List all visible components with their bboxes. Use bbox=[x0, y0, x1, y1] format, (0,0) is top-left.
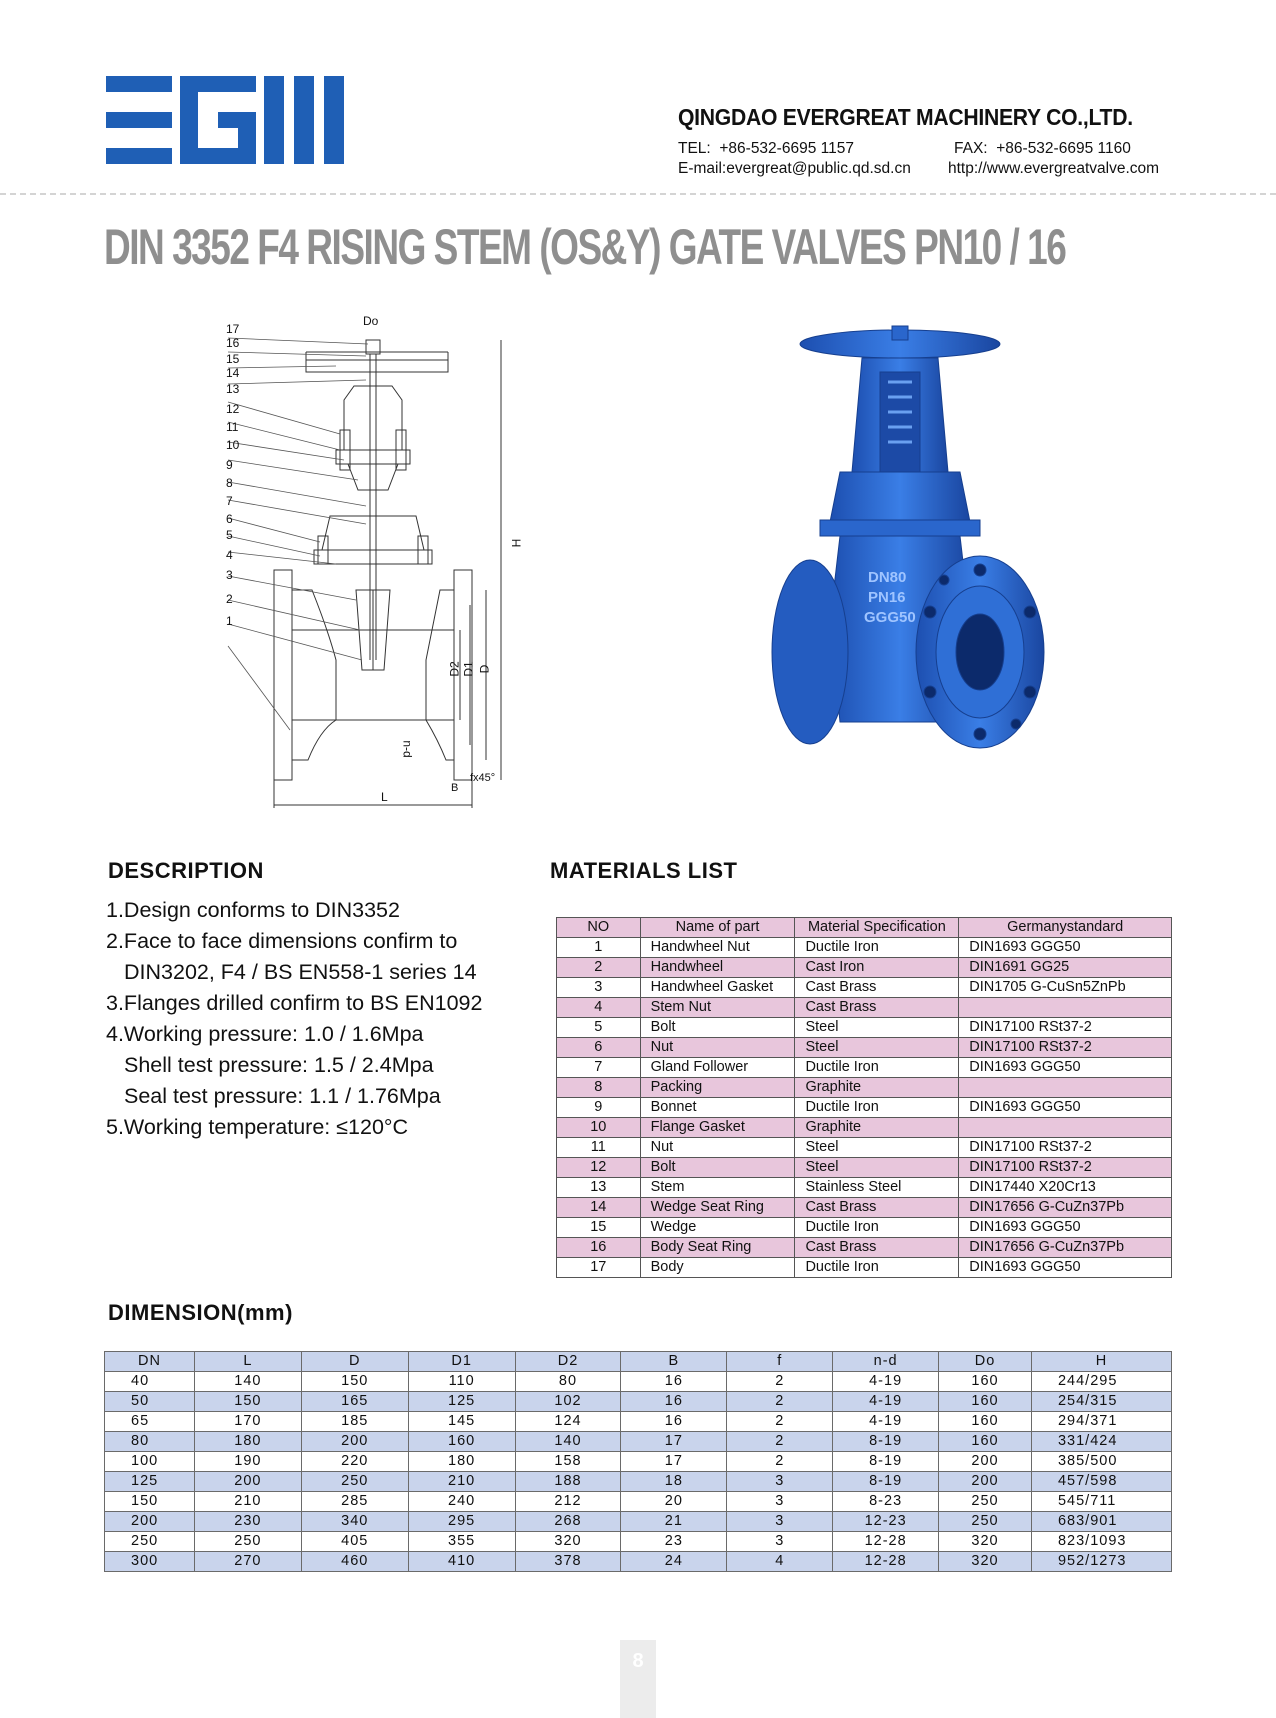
part-no: 11 bbox=[557, 1138, 641, 1158]
part-standard bbox=[959, 998, 1172, 1018]
part-material: Ductile Iron bbox=[795, 1218, 959, 1238]
dim-cell: 212 bbox=[515, 1492, 621, 1512]
dim-cell: 50 bbox=[105, 1392, 195, 1412]
dim-cell: 250 bbox=[939, 1492, 1032, 1512]
dim-cell: 457/598 bbox=[1031, 1472, 1171, 1492]
dim-cell: 244/295 bbox=[1031, 1372, 1171, 1392]
part-name: Wedge bbox=[640, 1218, 795, 1238]
dim-cell: 160 bbox=[408, 1432, 515, 1452]
dim-cell: 125 bbox=[105, 1472, 195, 1492]
dim-cell: 270 bbox=[194, 1552, 301, 1572]
part-no: 2 bbox=[557, 958, 641, 978]
tel-label: TEL: bbox=[678, 140, 711, 157]
materials-heading: MATERIALS LIST bbox=[550, 858, 738, 883]
dim-cell: 100 bbox=[105, 1452, 195, 1472]
part-standard: DIN17656 G-CuZn37Pb bbox=[959, 1238, 1172, 1258]
dim-cell: 16 bbox=[621, 1412, 727, 1432]
email: E-mail:evergreat@public.qd.sd.cn bbox=[678, 160, 911, 177]
dim-cell: 80 bbox=[105, 1432, 195, 1452]
label-d: D bbox=[477, 664, 492, 674]
materials-row bbox=[557, 1158, 1172, 1178]
tel-number: +86-532-6695 1157 bbox=[719, 140, 854, 157]
materials-row bbox=[557, 1198, 1172, 1218]
part-name: Wedge Seat Ring bbox=[640, 1198, 795, 1218]
dim-cell: 110 bbox=[408, 1372, 515, 1392]
materials-row bbox=[557, 1098, 1172, 1118]
company-name: QINGDAO EVERGREAT MACHINERY CO.,LTD. bbox=[678, 104, 1133, 130]
dim-cell: 4-19 bbox=[833, 1392, 939, 1412]
dimension-heading: DIMENSION(mm) bbox=[108, 1300, 293, 1325]
dim-cell: 254/315 bbox=[1031, 1392, 1171, 1412]
dim-cell: 340 bbox=[301, 1512, 408, 1532]
part-number-label: 2 bbox=[226, 592, 233, 606]
part-material: Steel bbox=[795, 1138, 959, 1158]
dim-cell: 285 bbox=[301, 1492, 408, 1512]
dim-cell: 158 bbox=[515, 1452, 621, 1472]
dim-cell: 385/500 bbox=[1031, 1452, 1171, 1472]
part-standard: DIN1705 G-CuSn5ZnPb bbox=[959, 978, 1172, 998]
label-d1: D1 bbox=[461, 661, 476, 677]
dim-cell: 300 bbox=[105, 1552, 195, 1572]
col-material: Material Specification bbox=[795, 918, 959, 938]
dim-col-header: f bbox=[727, 1352, 833, 1372]
label-h: H bbox=[509, 538, 524, 548]
dim-cell: 140 bbox=[194, 1372, 301, 1392]
description-line: 1.Design conforms to DIN3352 bbox=[106, 898, 400, 922]
part-no: 7 bbox=[557, 1058, 641, 1078]
dim-cell: 124 bbox=[515, 1412, 621, 1432]
dim-cell: 16 bbox=[621, 1392, 727, 1412]
description-list bbox=[106, 895, 536, 1143]
col-name: Name of part bbox=[640, 918, 795, 938]
dim-cell: 21 bbox=[621, 1512, 727, 1532]
description-line: 2.Face to face dimensions confirm to bbox=[106, 929, 458, 953]
part-material: Graphite bbox=[795, 1078, 959, 1098]
dim-cell: 170 bbox=[194, 1412, 301, 1432]
part-material: Ductile Iron bbox=[795, 938, 959, 958]
dim-cell: 210 bbox=[408, 1472, 515, 1492]
dim-cell: 200 bbox=[105, 1512, 195, 1532]
description-line: DIN3202, F4 / BS EN558-1 series 14 bbox=[124, 960, 477, 984]
part-standard: DIN17100 RSt37-2 bbox=[959, 1138, 1172, 1158]
dim-cell: 160 bbox=[939, 1432, 1032, 1452]
dim-cell: 294/371 bbox=[1031, 1412, 1171, 1432]
dim-cell: 24 bbox=[621, 1552, 727, 1572]
part-material: Steel bbox=[795, 1018, 959, 1038]
part-material: Cast Brass bbox=[795, 998, 959, 1018]
dim-cell: 16 bbox=[621, 1372, 727, 1392]
dim-col-header: D1 bbox=[408, 1352, 515, 1372]
dim-cell: 2 bbox=[727, 1392, 833, 1412]
dim-cell: 295 bbox=[408, 1512, 515, 1532]
dim-cell: 80 bbox=[515, 1372, 621, 1392]
part-material: Ductile Iron bbox=[795, 1058, 959, 1078]
dim-cell: 140 bbox=[515, 1432, 621, 1452]
dim-cell: 3 bbox=[727, 1532, 833, 1552]
dim-cell: 250 bbox=[194, 1532, 301, 1552]
dim-cell: 250 bbox=[105, 1532, 195, 1552]
part-name: Packing bbox=[640, 1078, 795, 1098]
part-number-label: 7 bbox=[226, 494, 233, 508]
part-name: Stem Nut bbox=[640, 998, 795, 1018]
part-number-label: 6 bbox=[226, 512, 233, 526]
part-standard: DIN17440 X20Cr13 bbox=[959, 1178, 1172, 1198]
part-number-label: 14 bbox=[226, 366, 240, 380]
label-b: B bbox=[451, 782, 459, 794]
dim-cell: 405 bbox=[301, 1532, 408, 1552]
dim-cell: 200 bbox=[194, 1472, 301, 1492]
part-name: Body bbox=[640, 1258, 795, 1278]
part-standard: DIN1693 GGG50 bbox=[959, 938, 1172, 958]
dim-col-header: n-d bbox=[833, 1352, 939, 1372]
part-material: Cast Iron bbox=[795, 958, 959, 978]
part-standard: DIN1693 GGG50 bbox=[959, 1098, 1172, 1118]
part-no: 4 bbox=[557, 998, 641, 1018]
part-name: Flange Gasket bbox=[640, 1118, 795, 1138]
dim-col-header: D bbox=[301, 1352, 408, 1372]
materials-row bbox=[557, 1178, 1172, 1198]
materials-row bbox=[557, 1078, 1172, 1098]
dim-cell: 320 bbox=[939, 1532, 1032, 1552]
part-material: Ductile Iron bbox=[795, 1258, 959, 1278]
dim-cell: 160 bbox=[939, 1412, 1032, 1432]
part-material: Ductile Iron bbox=[795, 1098, 959, 1118]
part-name: Bolt bbox=[640, 1018, 795, 1038]
part-name: Nut bbox=[640, 1138, 795, 1158]
part-number-label: 16 bbox=[226, 336, 240, 350]
dim-cell: 150 bbox=[194, 1392, 301, 1412]
dim-cell: 160 bbox=[939, 1392, 1032, 1412]
page-number: 8 bbox=[620, 1640, 656, 1718]
materials-row bbox=[557, 938, 1172, 958]
dim-cell: 3 bbox=[727, 1512, 833, 1532]
part-material: Graphite bbox=[795, 1118, 959, 1138]
dim-cell: 331/424 bbox=[1031, 1432, 1171, 1452]
valve-product-image bbox=[770, 322, 1050, 802]
dim-col-header: L bbox=[194, 1352, 301, 1372]
fax-number: +86-532-6695 1160 bbox=[996, 140, 1131, 157]
part-no: 5 bbox=[557, 1018, 641, 1038]
dimension-row bbox=[105, 1552, 1172, 1572]
label-nd: n-d bbox=[400, 740, 415, 758]
materials-row bbox=[557, 1058, 1172, 1078]
dim-col-header: DN bbox=[105, 1352, 195, 1372]
part-number-label: 8 bbox=[226, 476, 233, 490]
dim-cell: 210 bbox=[194, 1492, 301, 1512]
dimension-row bbox=[105, 1492, 1172, 1512]
part-no: 1 bbox=[557, 938, 641, 958]
dim-cell: 17 bbox=[621, 1452, 727, 1472]
part-name: Handwheel Gasket bbox=[640, 978, 795, 998]
dim-cell: 165 bbox=[301, 1392, 408, 1412]
label-d2: D2 bbox=[447, 661, 462, 677]
dimension-body bbox=[105, 1372, 1172, 1572]
dimension-row bbox=[105, 1472, 1172, 1492]
materials-header-row bbox=[557, 918, 1172, 938]
dimension-row bbox=[105, 1372, 1172, 1392]
dim-cell: 190 bbox=[194, 1452, 301, 1472]
dim-cell: 320 bbox=[515, 1532, 621, 1552]
part-number-label: 4 bbox=[226, 548, 233, 562]
materials-row bbox=[557, 978, 1172, 998]
part-number-label: 17 bbox=[226, 322, 240, 336]
dimension-table bbox=[104, 1351, 1172, 1572]
label-f: fx45° bbox=[470, 772, 496, 784]
part-name: Gland Follower bbox=[640, 1058, 795, 1078]
company-logo bbox=[106, 76, 352, 164]
dim-cell: 4 bbox=[727, 1552, 833, 1572]
dim-cell: 460 bbox=[301, 1552, 408, 1572]
part-standard: DIN17100 RSt37-2 bbox=[959, 1038, 1172, 1058]
part-name: Nut bbox=[640, 1038, 795, 1058]
part-no: 8 bbox=[557, 1078, 641, 1098]
materials-table bbox=[556, 917, 1172, 1278]
materials-row bbox=[557, 1138, 1172, 1158]
materials-row bbox=[557, 1118, 1172, 1138]
part-standard: DIN1693 GGG50 bbox=[959, 1258, 1172, 1278]
dim-cell: 268 bbox=[515, 1512, 621, 1532]
dim-cell: 23 bbox=[621, 1532, 727, 1552]
dim-cell: 40 bbox=[105, 1372, 195, 1392]
part-standard bbox=[959, 1118, 1172, 1138]
dimension-row bbox=[105, 1412, 1172, 1432]
dimension-row bbox=[105, 1392, 1172, 1412]
dim-cell: 150 bbox=[105, 1492, 195, 1512]
part-standard: DIN1691 GG25 bbox=[959, 958, 1172, 978]
part-name: Body Seat Ring bbox=[640, 1238, 795, 1258]
part-number-label: 11 bbox=[226, 420, 239, 434]
dim-cell: 8-19 bbox=[833, 1432, 939, 1452]
part-no: 14 bbox=[557, 1198, 641, 1218]
part-material: Cast Brass bbox=[795, 1238, 959, 1258]
part-no: 13 bbox=[557, 1178, 641, 1198]
dim-cell: 3 bbox=[727, 1492, 833, 1512]
part-material: Steel bbox=[795, 1038, 959, 1058]
dim-cell: 220 bbox=[301, 1452, 408, 1472]
dimension-header-row bbox=[105, 1352, 1172, 1372]
dim-col-header: D2 bbox=[515, 1352, 621, 1372]
dim-cell: 3 bbox=[727, 1472, 833, 1492]
dim-cell: 2 bbox=[727, 1372, 833, 1392]
dim-cell: 200 bbox=[939, 1452, 1032, 1472]
part-material: Cast Brass bbox=[795, 1198, 959, 1218]
dimension-row bbox=[105, 1432, 1172, 1452]
dim-cell: 355 bbox=[408, 1532, 515, 1552]
part-number-label: 9 bbox=[226, 458, 233, 472]
dimension-row bbox=[105, 1452, 1172, 1472]
label-do: Do bbox=[363, 314, 379, 328]
page-title: DIN 3352 F4 RISING STEM (OS&Y) GATE VALVES PN10 / 16 bbox=[104, 219, 1066, 275]
materials-row bbox=[557, 1218, 1172, 1238]
dim-cell: 378 bbox=[515, 1552, 621, 1572]
dim-cell: 823/1093 bbox=[1031, 1532, 1171, 1552]
part-number-label: 12 bbox=[226, 402, 240, 416]
description-heading: DESCRIPTION bbox=[108, 858, 264, 883]
website: http://www.evergreatvalve.com bbox=[948, 160, 1160, 177]
dim-cell: 4-19 bbox=[833, 1372, 939, 1392]
header-divider bbox=[0, 193, 1276, 195]
dim-cell: 17 bbox=[621, 1432, 727, 1452]
col-no: NO bbox=[557, 918, 641, 938]
dim-cell: 8-19 bbox=[833, 1452, 939, 1472]
dim-cell: 18 bbox=[621, 1472, 727, 1492]
materials-body bbox=[557, 938, 1172, 1278]
dim-cell: 545/711 bbox=[1031, 1492, 1171, 1512]
part-standard: DIN1693 GGG50 bbox=[959, 1218, 1172, 1238]
part-name: Bolt bbox=[640, 1158, 795, 1178]
materials-row bbox=[557, 998, 1172, 1018]
part-material: Cast Brass bbox=[795, 978, 959, 998]
part-number-label: 13 bbox=[226, 382, 240, 396]
dim-cell: 12-28 bbox=[833, 1552, 939, 1572]
dim-cell: 2 bbox=[727, 1432, 833, 1452]
part-number-label: 15 bbox=[226, 352, 240, 366]
dim-cell: 185 bbox=[301, 1412, 408, 1432]
valve-section-drawing bbox=[216, 330, 556, 810]
dim-col-header: H bbox=[1031, 1352, 1171, 1372]
part-name: Handwheel Nut bbox=[640, 938, 795, 958]
dim-col-header: B bbox=[621, 1352, 727, 1372]
dimension-row bbox=[105, 1532, 1172, 1552]
dim-cell: 65 bbox=[105, 1412, 195, 1432]
part-no: 3 bbox=[557, 978, 641, 998]
description-line: 5.Working temperature: ≤120°C bbox=[106, 1115, 409, 1139]
dim-cell: 200 bbox=[301, 1432, 408, 1452]
part-name: Stem bbox=[640, 1178, 795, 1198]
description-line: Shell test pressure: 1.5 / 2.4Mpa bbox=[124, 1053, 434, 1077]
fax bbox=[954, 140, 1131, 158]
part-number-label: 5 bbox=[226, 528, 233, 542]
description-line: 4.Working pressure: 1.0 / 1.6Mpa bbox=[106, 1022, 424, 1046]
col-standard: Germanystandard bbox=[959, 918, 1172, 938]
materials-row bbox=[557, 958, 1172, 978]
part-name: Handwheel bbox=[640, 958, 795, 978]
dim-cell: 188 bbox=[515, 1472, 621, 1492]
dim-cell: 240 bbox=[408, 1492, 515, 1512]
part-no: 10 bbox=[557, 1118, 641, 1138]
dim-cell: 8-19 bbox=[833, 1472, 939, 1492]
part-number-label: 3 bbox=[226, 568, 233, 582]
part-standard: DIN17100 RSt37-2 bbox=[959, 1158, 1172, 1178]
dim-cell: 12-28 bbox=[833, 1532, 939, 1552]
dim-cell: 180 bbox=[408, 1452, 515, 1472]
part-standard: DIN17100 RSt37-2 bbox=[959, 1018, 1172, 1038]
dim-cell: 160 bbox=[939, 1372, 1032, 1392]
dim-cell: 952/1273 bbox=[1031, 1552, 1171, 1572]
casting-mark-3: GGG50 bbox=[864, 609, 916, 626]
dim-cell: 200 bbox=[939, 1472, 1032, 1492]
dim-cell: 250 bbox=[939, 1512, 1032, 1532]
telephone bbox=[678, 140, 854, 158]
part-no: 15 bbox=[557, 1218, 641, 1238]
dim-cell: 4-19 bbox=[833, 1412, 939, 1432]
description-line: Seal test pressure: 1.1 / 1.76Mpa bbox=[124, 1084, 441, 1108]
materials-row bbox=[557, 1238, 1172, 1258]
dim-cell: 180 bbox=[194, 1432, 301, 1452]
dim-cell: 2 bbox=[727, 1412, 833, 1432]
part-material: Stainless Steel bbox=[795, 1178, 959, 1198]
part-no: 16 bbox=[557, 1238, 641, 1258]
casting-mark-2: PN16 bbox=[868, 589, 906, 606]
part-standard bbox=[959, 1078, 1172, 1098]
dim-cell: 320 bbox=[939, 1552, 1032, 1572]
part-standard: DIN17656 G-CuZn37Pb bbox=[959, 1198, 1172, 1218]
materials-row bbox=[557, 1038, 1172, 1058]
dim-cell: 8-23 bbox=[833, 1492, 939, 1512]
dim-cell: 2 bbox=[727, 1452, 833, 1472]
materials-row bbox=[557, 1018, 1172, 1038]
materials-row bbox=[557, 1258, 1172, 1278]
part-material: Steel bbox=[795, 1158, 959, 1178]
dim-cell: 150 bbox=[301, 1372, 408, 1392]
label-l: L bbox=[381, 790, 388, 804]
dim-cell: 230 bbox=[194, 1512, 301, 1532]
part-number-label: 10 bbox=[226, 438, 240, 452]
part-standard: DIN1693 GGG50 bbox=[959, 1058, 1172, 1078]
dimension-row bbox=[105, 1512, 1172, 1532]
part-no: 12 bbox=[557, 1158, 641, 1178]
dim-col-header: Do bbox=[939, 1352, 1032, 1372]
part-no: 17 bbox=[557, 1258, 641, 1278]
casting-mark-1: DN80 bbox=[868, 569, 907, 586]
part-no: 6 bbox=[557, 1038, 641, 1058]
part-number-label: 1 bbox=[226, 614, 233, 628]
description-line: 3.Flanges drilled confirm to BS EN1092 bbox=[106, 991, 483, 1015]
dim-cell: 12-23 bbox=[833, 1512, 939, 1532]
dim-cell: 20 bbox=[621, 1492, 727, 1512]
dim-cell: 250 bbox=[301, 1472, 408, 1492]
dim-cell: 125 bbox=[408, 1392, 515, 1412]
dim-cell: 102 bbox=[515, 1392, 621, 1412]
fax-label: FAX: bbox=[954, 140, 988, 157]
part-no: 9 bbox=[557, 1098, 641, 1118]
part-name: Bonnet bbox=[640, 1098, 795, 1118]
dim-cell: 683/901 bbox=[1031, 1512, 1171, 1532]
dim-cell: 145 bbox=[408, 1412, 515, 1432]
dim-cell: 410 bbox=[408, 1552, 515, 1572]
